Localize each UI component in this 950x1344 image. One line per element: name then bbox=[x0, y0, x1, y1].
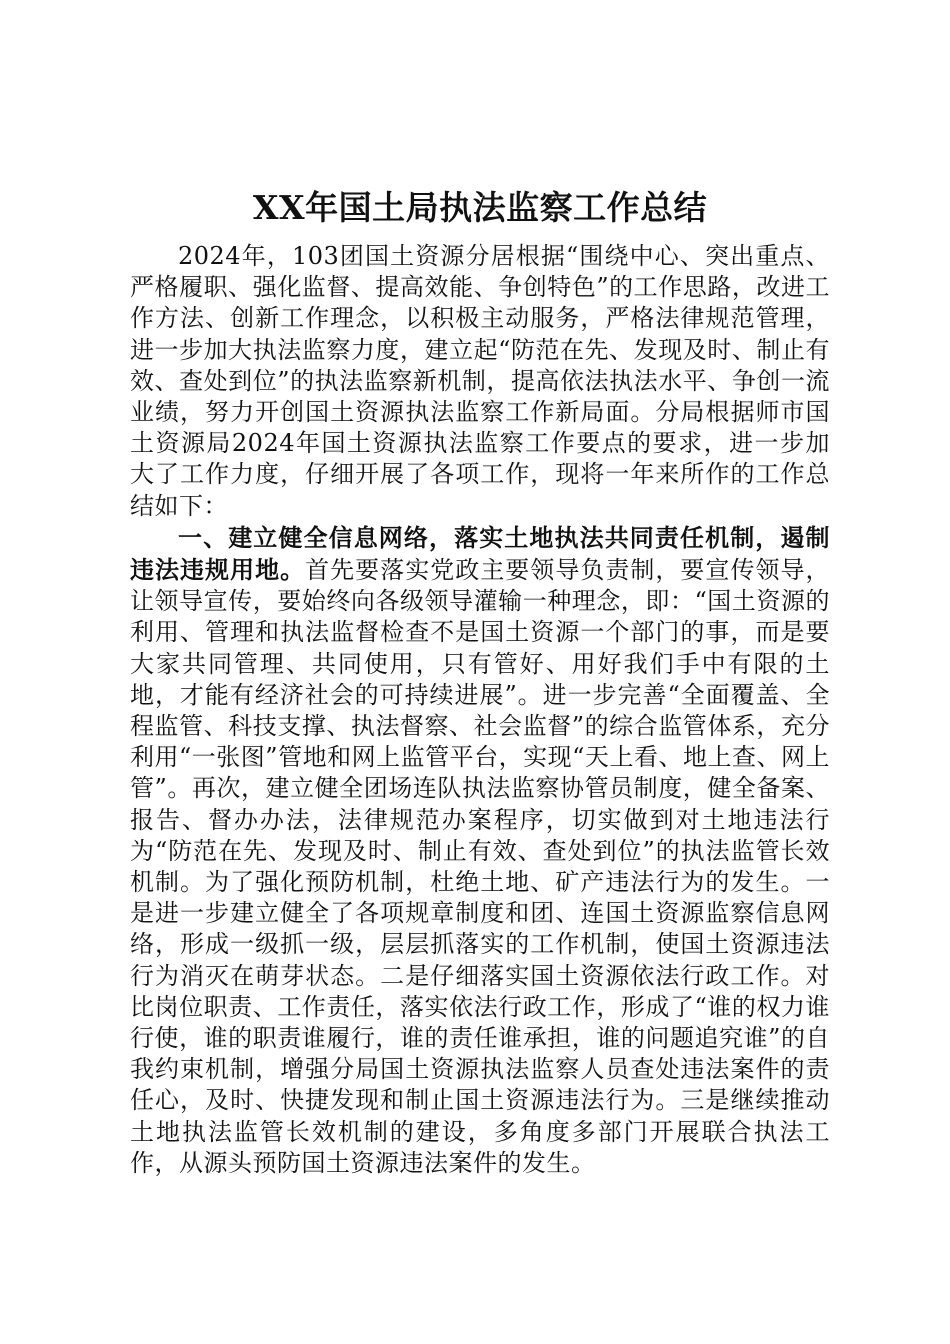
paragraph-intro-text: 2024年，103团国土资源分居根据“围绕中心、突出重点、严格履职、强化监督、提高效能、争创特色”的工作思路，改进工作方法、创新工作理念，以积极主动服务，严格法律规范管理，进一步加大执法监察力度，建立起“防范在先、发现及时、制止有效、查处到位”的执法监察新机制，提高依法执法水平、争创一流业绩，努力开创国土资源执法监察工作新局面。分局根据师市国土资源局2024年国土资源执法监察工作要点的要求，进一步加大了工作力度，仔细开展了各项工作，现将一年来所作的工作总结如下： bbox=[130, 242, 830, 520]
section-one-text: 首先要落实党政主要领导负责制，要宣传领导，让领导宣传，要始终向各级领导灌输一种理念，即：“国土资源的利用、管理和执法监督检查不是国土资源一个部门的事，而是要大家共同管理、共同使用，只有管好、用好我们手中有限的土地，才能有经济社会的可持续进展”。进一步完善“全面覆盖、全程监管、科技支撑、执法督察、社会监督”的综合监管体系，充分利用“一张图”管地和网上监管平台，实现“天上看、地上查、网上管”。再次，建立健全团场连队执法监察协管员制度，健全备案、报告、督办办法，法律规范办案程序，切实做到对土地违法行为“防范在先、发现及时、制止有效、查处到位”的执法监管长效机制。为了强化预防机制，杜绝土地、矿产违法行为的发生。一是进一步建立健全了各项规章制度和团、连国土资源监察信息网络，形成一级抓一级，层层抓落实的工作机制，使国土资源违法行为消灭在萌芽状态。二是仔细落实国土资源依法行政工作。对比岗位职责、工作责任，落实依法行政工作，形成了“谁的权力谁行使，谁的职责谁履行，谁的责任谁承担，谁的问题追究谁”的自我约束机制，增强分局国土资源执法监察人员查处违法案件的责任心，及时、快捷发现和制止国土资源违法行为。三是继续推动土地执法监管长效机制的建设，多角度多部门开展联合执法工作，从源头预防国土资源违法案件的发生。 bbox=[130, 556, 831, 1177]
paragraph-section-one bbox=[130, 522, 830, 1179]
section-one-heading: 一、建立健全信息网络，落实土地执法共同责任机制，遏制违法违规用地。 bbox=[130, 522, 830, 585]
document-title: XX年国土局执法监察工作总结 bbox=[252, 188, 708, 227]
paragraph-intro bbox=[130, 240, 830, 522]
document-page bbox=[130, 182, 830, 1179]
